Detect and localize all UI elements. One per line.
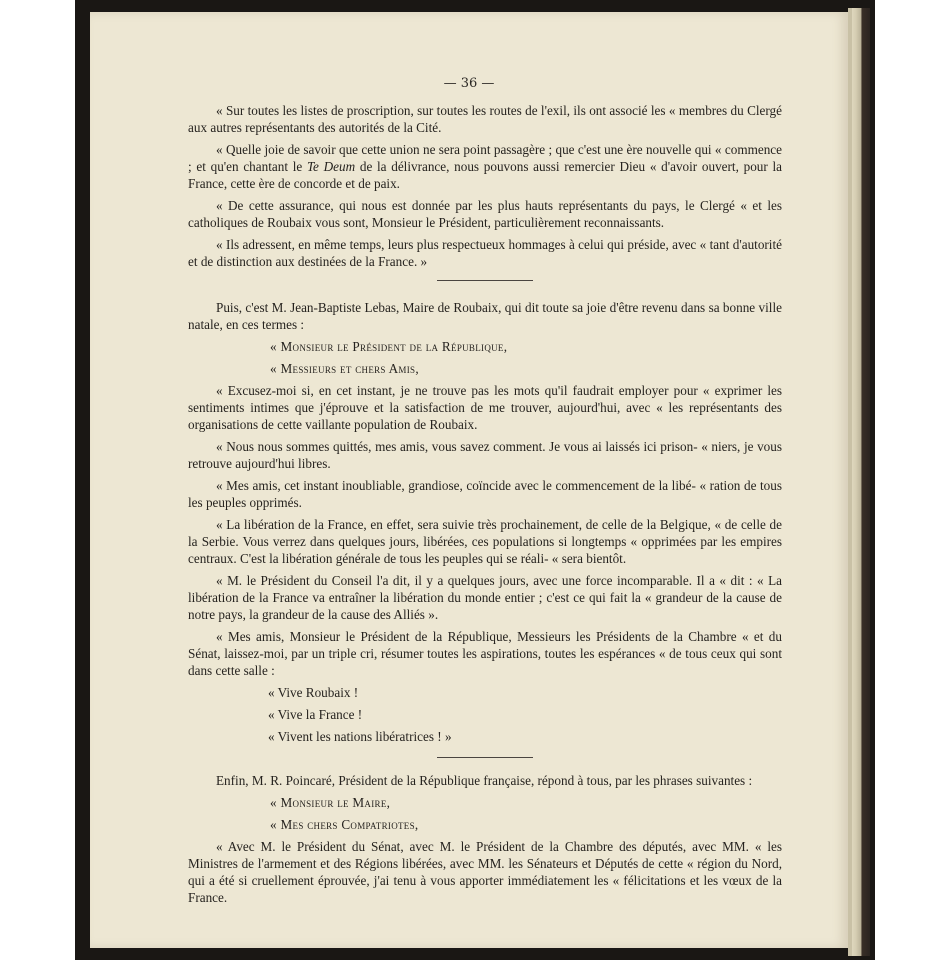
paragraph: Puis, c'est M. Jean-Baptiste Lebas, Maire de Roubaix, qui dit toute sa joie d'être revenu dans sa bonne ville natale, en ces termes : — [188, 300, 782, 332]
salutation: « Mes chers Compatriotes, — [270, 817, 419, 832]
paragraph: « Excusez-moi si, en cet instant, je ne trouve pas les mots qu'il faudrait employer pour « exprimer les sentiments intimes que j'éprouve et la satisfaction de me trouver, aujourd'hui, avec « les représentants des organisations de cette vaillante population de Roubaix. — [188, 383, 782, 432]
book-page — [90, 12, 848, 948]
page-number: — 36 — — [443, 76, 495, 91]
paragraph: « Mes amis, Monsieur le Président de la République, Messieurs les Présidents de la Chambre « et du Sénat, laissez-moi, par un triple cri, résumer toutes les aspirations, toutes les espérances « de tous ceux qui sont dans cette salle : — [188, 629, 782, 678]
paragraph: Enfin, M. R. Poincaré, Président de la République française, répond à tous, par les phrases suivantes : — [216, 773, 753, 788]
paragraph: « Avec M. le Président du Sénat, avec M. le Président de la Chambre des députés, avec MM. « les Ministres de l'armement et des Régions libérées, avec MM. les Sénateurs et Députés de cette « région du Nord, qui a été si cruellement éprouvée, j'ai tenu à vous apporter immédiatement les « félicitations et les vœux de la France. — [188, 839, 782, 905]
page-edge — [848, 8, 852, 956]
paragraph: « Quelle joie de savoir que cette union ne sera point passagère ; que c'est une ère nouvelle qui « commence ; et qu'en chantant le Te Deum de la délivrance, nous pouvons aussi remercier Dieu « d'avoir ouvert, pour la France, cette ère de concorde et de paix. — [188, 142, 782, 191]
salutation: « Monsieur le Président de la République, — [270, 339, 508, 354]
paragraph: « M. le Président du Conseil l'a dit, il y a quelques jours, avec une force incomparable. Il a « dit : « La libération de la France va entraîner la libération du monde entier ; c'est ce qui fait la « grandeur de la cause de notre pays, la grandeur de la cause des Alliés ». — [188, 573, 782, 622]
paragraph: « Sur toutes les listes de proscription, sur toutes les routes de l'exil, ils ont associé les « membres du Clergé aux autres représentants des autorités de la Cité. — [188, 103, 782, 135]
paragraph: « De cette assurance, qui nous est donnée par les plus hauts représentants du pays, le Clergé « et les catholiques de Roubaix vous sont, Monsieur le Président, particulièrement reconnaissants. — [188, 198, 782, 230]
paragraph: « Mes amis, cet instant inoubliable, grandiose, coïncide avec le commencement de la libé- « ration de tous les peuples opprimés. — [188, 478, 782, 510]
page-text — [188, 102, 782, 911]
paragraph: « Ils adressent, en même temps, leurs plus respectueux hommages à celui qui préside, avec « tant d'autorité et de distinction aux destinées de la France. » — [188, 237, 782, 269]
salutation: « Messieurs et chers Amis, — [270, 361, 419, 376]
cheer-line: « Vive Roubaix ! — [268, 685, 359, 700]
salutation: « Monsieur le Maire, — [270, 795, 391, 810]
cheer-line: « Vive la France ! — [268, 707, 363, 722]
section-divider — [437, 757, 533, 758]
paragraph: « La libération de la France, en effet, sera suivie très prochainement, de celle de la Belgique, « de celle de la Serbie. Vous verrez dans quelques jours, libérées, ces populations si longtemps « opprimées par les empires centraux. C'est la libération générale de tous les peuples qui se réali- « sera bientôt. — [188, 517, 782, 566]
emphasis: Te Deum — [306, 159, 356, 174]
section-divider — [437, 280, 533, 281]
paragraph: « Nous nous sommes quittés, mes amis, vous savez comment. Je vous ai laissés ici prison- « niers, je vous retrouve aujourd'hui libres. — [188, 439, 782, 471]
cheer-line: « Vivent les nations libératrices ! » — [268, 729, 452, 744]
